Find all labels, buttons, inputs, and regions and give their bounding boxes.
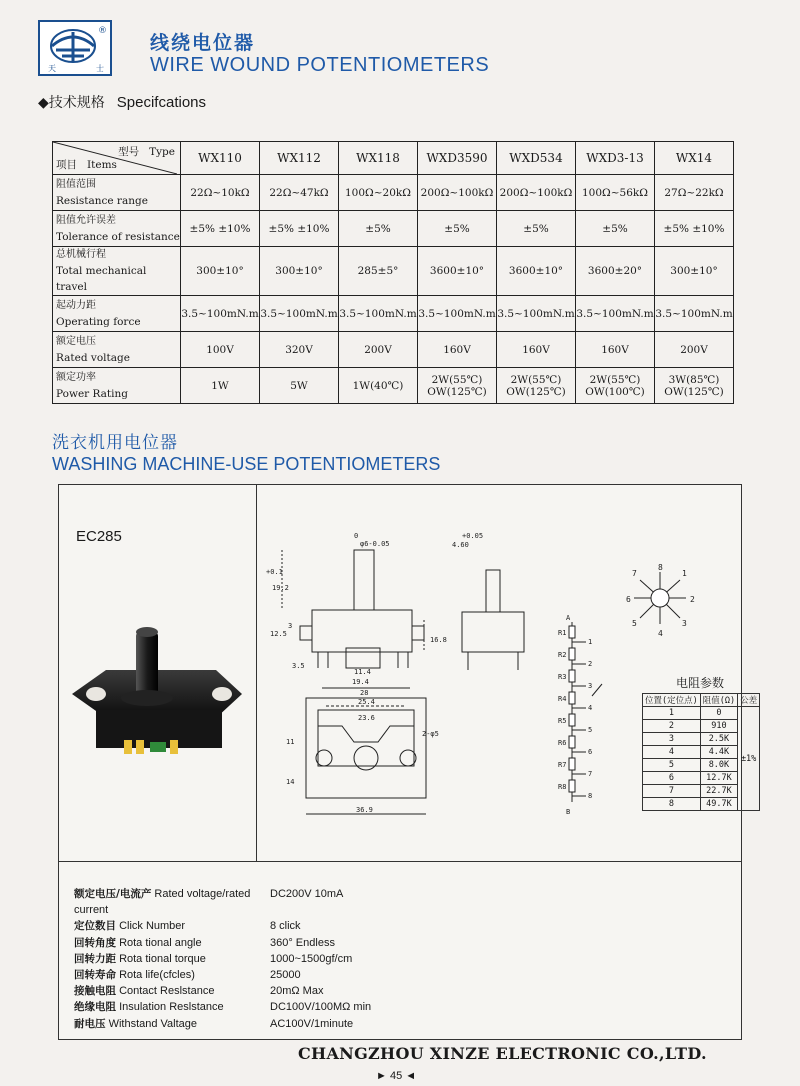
row-label: 起动力距 Operating force xyxy=(53,296,181,332)
resistor-schematic xyxy=(556,612,626,822)
dial-label: 1 xyxy=(682,569,687,578)
table-cell: ±5% xyxy=(418,211,497,247)
param-row: 额定电压/电流产 Rated voltage/rated current DC200V 10mA xyxy=(74,886,371,918)
table-cell: ±5% xyxy=(576,211,655,247)
table-cell: 22Ω~10kΩ xyxy=(181,175,260,211)
table-cell: 100V xyxy=(181,332,260,368)
param-value: DC100V/100MΩ min xyxy=(270,1001,372,1014)
resistor-table-title: 电阻参数 xyxy=(676,676,725,690)
schematic-label: 4 xyxy=(588,704,593,712)
resistor-value: 8.0K xyxy=(700,759,737,772)
table-cell: 2W(55℃) OW(125℃) xyxy=(497,368,576,404)
model-header: WX14 xyxy=(655,142,734,175)
table-row xyxy=(53,247,734,296)
model-header: WXD534 xyxy=(497,142,576,175)
table-cell: ±5% xyxy=(497,211,576,247)
dial-label: 8 xyxy=(658,563,663,572)
schematic-label: R4 xyxy=(558,695,567,703)
dim-label: 11 xyxy=(286,738,295,746)
resistor-col-header: 位置(定位点) xyxy=(643,694,701,707)
table-cell: 5W xyxy=(260,368,339,404)
model-header: WXD3-13 xyxy=(576,142,655,175)
table-cell: ±5% ±10% xyxy=(655,211,734,247)
row-label: 阻值范围 Resistance range xyxy=(53,175,181,211)
table-cell: 160V xyxy=(418,332,497,368)
table-cell: 3600±20° xyxy=(576,247,655,296)
table-cell: 3.5~100mN.m xyxy=(339,296,418,332)
table-cell: 160V xyxy=(576,332,655,368)
table-cell: 3.5~100mN.m xyxy=(497,296,576,332)
table-cell: 3600±10° xyxy=(418,247,497,296)
dim-label: 4.60 xyxy=(452,541,469,549)
page-title-cn: 线绕电位器 xyxy=(150,32,256,54)
dim-label: 3.5 xyxy=(292,662,305,670)
model-header: WX110 xyxy=(181,142,260,175)
row-label: 总机械行程 Total mechanical travel xyxy=(53,247,181,296)
electrical-params xyxy=(74,886,371,1032)
page-number: ► 45 ◄ xyxy=(376,1070,417,1082)
schematic-label: 1 xyxy=(588,638,593,646)
dim-label: φ6-0.05 xyxy=(360,540,390,548)
row-label: 额定功率 Power Rating xyxy=(53,368,181,404)
spec-header-row xyxy=(53,142,734,175)
resistor-pos: 3 xyxy=(643,733,701,746)
table-cell: 22Ω~47kΩ xyxy=(260,175,339,211)
table-cell: 200Ω~100kΩ xyxy=(497,175,576,211)
model-header: WXD3590 xyxy=(418,142,497,175)
dimension-drawing xyxy=(262,530,562,830)
resistor-pos: 4 xyxy=(643,746,701,759)
table-cell: 2W(55℃) OW(100℃) xyxy=(576,368,655,404)
schematic-label: R8 xyxy=(558,783,567,791)
corner-type-cn: 型号 xyxy=(118,146,140,158)
param-row: 定位数目 Click Number 8 click xyxy=(74,918,371,934)
param-row: 回转力距 Rota tional torque 1000~1500gf/cm xyxy=(74,951,371,967)
section-title-en: WASHING MACHINE-USE POTENTIOMETERS xyxy=(52,454,441,474)
schematic-label: 6 xyxy=(588,748,593,756)
param-value: AC100V/1minute xyxy=(270,1017,354,1030)
resistor-pos: 1 xyxy=(643,707,701,720)
dim-label: 12.5 xyxy=(270,630,287,638)
param-value: 8 click xyxy=(270,920,301,933)
table-corner-cell xyxy=(53,142,181,175)
resistor-value: 12.7K xyxy=(700,772,737,785)
dim-label: 11.4 xyxy=(354,668,371,676)
schematic-label: R3 xyxy=(558,673,567,681)
corner-type-en: Type xyxy=(149,146,175,158)
resistor-value: 22.7K xyxy=(700,785,737,798)
table-row xyxy=(53,175,734,211)
param-row: 回转寿命 Rota life(cfcles) 25000 xyxy=(74,967,371,983)
table-cell: 27Ω~22kΩ xyxy=(655,175,734,211)
param-value: 25000 xyxy=(270,969,301,982)
dim-label: +0.1 xyxy=(266,568,283,576)
table-cell: 3.5~100mN.m xyxy=(655,296,734,332)
resistor-value: 910 xyxy=(700,720,737,733)
spec-table xyxy=(52,141,734,404)
param-row: 接触电阻 Contact Reslstance 20mΩ Max xyxy=(74,983,371,999)
table-cell: 160V xyxy=(497,332,576,368)
dim-label: 23.6 xyxy=(358,714,375,722)
table-cell: 285±5° xyxy=(339,247,418,296)
click-position-dial xyxy=(622,562,702,640)
dim-label: +0.05 xyxy=(462,532,484,540)
schematic-label: 5 xyxy=(588,726,593,734)
section-title-cn: 洗衣机用电位器 xyxy=(52,433,178,453)
resistor-pos: 2 xyxy=(643,720,701,733)
dim-label: 16.8 xyxy=(430,636,447,644)
resistor-table xyxy=(642,693,760,811)
resistor-pos: 7 xyxy=(643,785,701,798)
dim-label: 25.4 xyxy=(358,698,375,706)
table-cell: 3.5~100mN.m xyxy=(418,296,497,332)
row-label: 阻值允许误差 Tolerance of resistance xyxy=(53,211,181,247)
table-cell: 2W(55℃) OW(125℃) xyxy=(418,368,497,404)
model-header: WX118 xyxy=(339,142,418,175)
dim-label: 3 xyxy=(288,622,293,630)
resistor-col-header: 阻值(Ω) xyxy=(700,694,737,707)
param-row: 绝缘电阻 Insulation Reslstance DC100V/100MΩ min xyxy=(74,999,371,1015)
table-row xyxy=(53,211,734,247)
resistor-pos: 6 xyxy=(643,772,701,785)
logo-emblem-icon xyxy=(40,22,110,74)
table-cell: 200Ω~100kΩ xyxy=(418,175,497,211)
schematic-label: 7 xyxy=(588,770,593,778)
resistor-value: 49.7K xyxy=(700,798,737,811)
resistor-value: 4.4K xyxy=(700,746,737,759)
table-cell: 200V xyxy=(655,332,734,368)
schematic-label: R5 xyxy=(558,717,567,725)
table-cell: ±5% xyxy=(339,211,418,247)
table-row xyxy=(53,368,734,404)
corner-items-en: Items xyxy=(87,159,117,171)
table-row xyxy=(53,332,734,368)
panel-divider xyxy=(256,485,257,861)
table-cell: 200V xyxy=(339,332,418,368)
resistor-pos: 5 xyxy=(643,759,701,772)
model-label: EC285 xyxy=(76,528,122,545)
model-header: WX112 xyxy=(260,142,339,175)
param-value: 1000~1500gf/cm xyxy=(270,952,353,965)
dim-label: 0 xyxy=(354,532,359,540)
dim-label: 19.2 xyxy=(272,584,289,592)
table-cell: 320V xyxy=(260,332,339,368)
dim-label: 36.9 xyxy=(356,806,373,814)
param-value: 360° Endless xyxy=(270,936,335,949)
table-cell: 3.5~100mN.m xyxy=(576,296,655,332)
registered-mark: ® xyxy=(98,26,107,36)
bullet-icon: ◆ xyxy=(38,95,49,111)
schematic-label: R7 xyxy=(558,761,567,769)
table-cell: 100Ω~56kΩ xyxy=(576,175,655,211)
spec-heading-cn: 技术规格 xyxy=(48,95,105,111)
dim-label: 14 xyxy=(286,778,295,786)
table-cell: 3.5~100mN.m xyxy=(181,296,260,332)
schematic-label: R6 xyxy=(558,739,567,747)
schematic-label: 3 xyxy=(588,682,593,690)
table-cell: 3600±10° xyxy=(497,247,576,296)
dial-label: 6 xyxy=(626,595,631,604)
dial-label: 2 xyxy=(690,595,695,604)
table-cell: 1W xyxy=(181,368,260,404)
spec-heading-en: Specifcations xyxy=(116,94,206,111)
table-cell: ±5% ±10% xyxy=(181,211,260,247)
resistor-value: 2.5K xyxy=(700,733,737,746)
schematic-label: R2 xyxy=(558,651,567,659)
panel-divider xyxy=(58,861,742,862)
resistor-value: 0 xyxy=(700,707,737,720)
spec-heading xyxy=(38,92,206,112)
dim-label: 28 xyxy=(360,689,369,697)
logo-text-right: 士 xyxy=(96,64,104,73)
table-cell: ±5% ±10% xyxy=(260,211,339,247)
resistor-pos: 8 xyxy=(643,798,701,811)
param-value: 20mΩ Max xyxy=(270,985,324,998)
page-title-en: WIRE WOUND POTENTIOMETERS xyxy=(150,54,490,76)
table-cell: 3.5~100mN.m xyxy=(260,296,339,332)
dim-label: 2-φ5 xyxy=(422,730,439,738)
resistor-tolerance: ±1% xyxy=(738,707,760,811)
dial-label: 3 xyxy=(682,619,687,628)
logo-text-left: 天 xyxy=(48,64,56,73)
table-cell: 300±10° xyxy=(181,247,260,296)
schematic-label: 8 xyxy=(588,792,593,800)
schematic-label: A xyxy=(566,614,571,622)
schematic-label: B xyxy=(566,808,571,816)
schematic-label: 2 xyxy=(588,660,593,668)
dial-label: 5 xyxy=(632,619,637,628)
schematic-label: R1 xyxy=(558,629,567,637)
table-cell: 300±10° xyxy=(655,247,734,296)
table-cell: 3W(85℃) OW(125℃) xyxy=(655,368,734,404)
company-logo xyxy=(38,20,112,76)
dim-label: 19.4 xyxy=(352,678,369,686)
table-row xyxy=(53,296,734,332)
company-name: CHANGZHOU XINZE ELECTRONIC CO.,LTD. xyxy=(298,1044,707,1063)
page-arrow-left-icon: ◄ xyxy=(402,1070,417,1082)
dial-label: 4 xyxy=(658,629,663,638)
param-value: DC200V 10mA xyxy=(270,888,344,900)
table-cell: 300±10° xyxy=(260,247,339,296)
page-arrow-right-icon: ► xyxy=(376,1070,390,1082)
resistor-col-header: 公差 xyxy=(738,694,760,707)
param-row: 耐电压 Withstand Valtage AC100V/1minute xyxy=(74,1016,371,1032)
dial-label: 7 xyxy=(632,569,637,578)
table-cell: 1W(40℃) xyxy=(339,368,418,404)
table-cell: 100Ω~20kΩ xyxy=(339,175,418,211)
param-row: 回转角度 Rota tional angle 360° Endless xyxy=(74,935,371,951)
row-label: 额定电压 Rated voltage xyxy=(53,332,181,368)
corner-items-cn: 项目 xyxy=(56,159,77,171)
product-photo xyxy=(66,610,248,770)
